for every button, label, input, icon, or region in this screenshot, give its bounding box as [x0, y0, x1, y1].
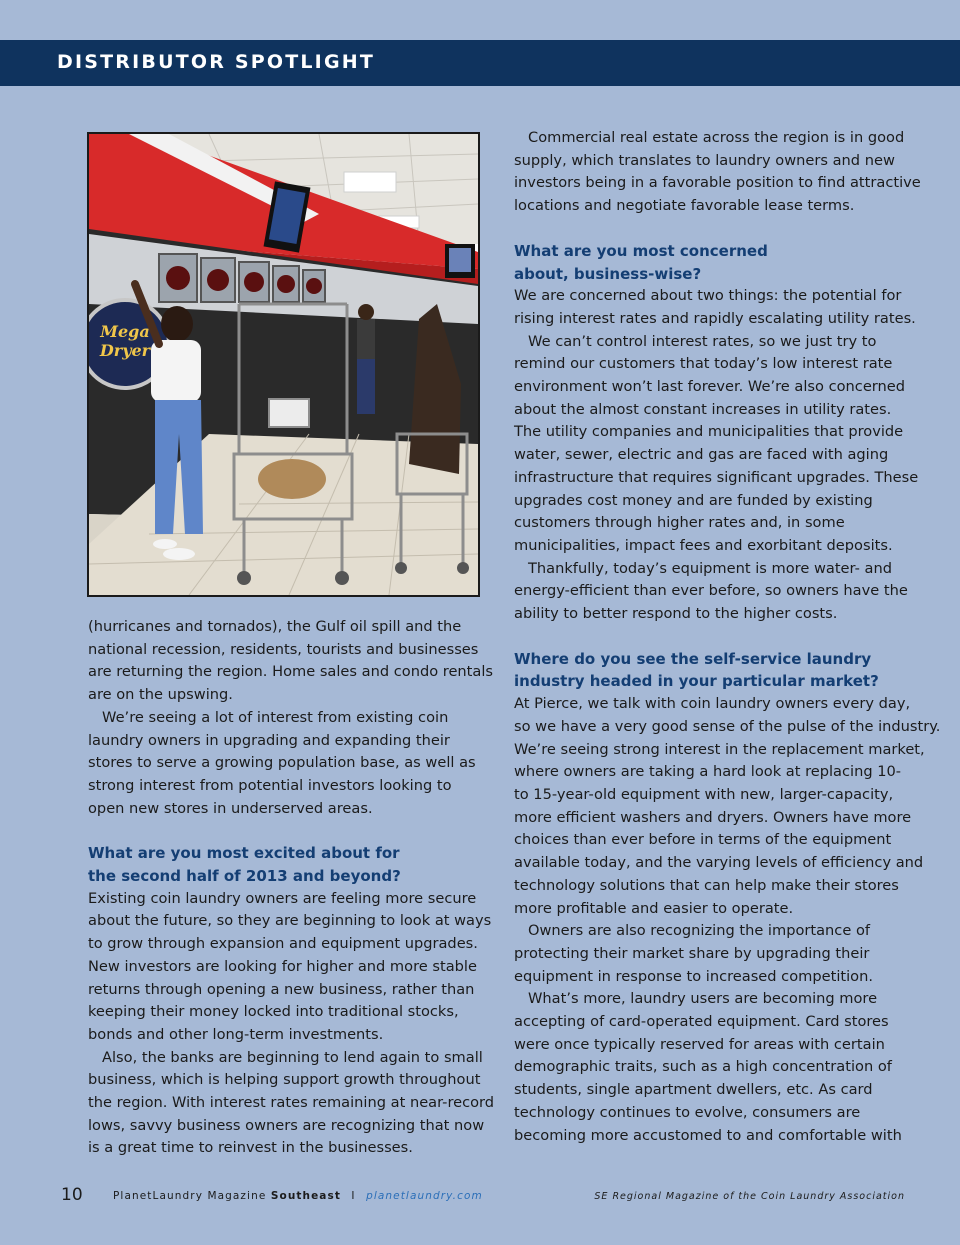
text-line: bonds and other long-term investments.: [88, 1025, 384, 1043]
left-paragraph-3: [88, 888, 492, 1047]
text-line: is a great time to reinvest in the businesses.: [88, 1139, 413, 1157]
text-line: are on the upswing.: [88, 686, 233, 704]
heading-line: about, business-wise?: [514, 264, 702, 283]
text-line: demographic traits, such as a high concentration of: [514, 1058, 892, 1076]
text-line: to grow through expansion and equipment upgrades.: [88, 935, 478, 953]
text-line: laundry owners in upgrading and expanding their: [88, 731, 450, 749]
text-line: We are concerned about two things: the potential for: [514, 287, 902, 305]
text-line: about the future, so they are beginning to look at ways: [88, 912, 492, 930]
section-title: DISTRIBUTOR SPOTLIGHT: [57, 51, 376, 73]
heading-line: industry headed in your particular market?: [514, 672, 879, 691]
footer-tagline: SE Regional Magazine of the Coin Laundry Association: [594, 1191, 905, 1202]
text-line: water, sewer, electric and gas are faced with aging: [514, 446, 889, 464]
text-line: to 15-year-old equipment with new, larger-capacity,: [514, 785, 894, 803]
laundromat-photo: [87, 132, 480, 597]
publication-edition: Southeast: [270, 1190, 341, 1202]
question-heading-excited: [88, 842, 482, 887]
text-line: customers through higher rates and, in some: [514, 514, 845, 532]
text-line: energy-efficient than ever before, so owners have the: [514, 582, 908, 600]
publication-name: PlanetLaundry Magazine: [113, 1190, 267, 1202]
text-line: technology solutions that can help make their stores: [514, 876, 899, 894]
text-line: protecting their market share by upgrading their: [514, 944, 870, 962]
right-paragraph-7: [514, 988, 910, 1147]
text-line: choices than ever before in terms of the equipment: [514, 831, 892, 849]
text-line: more efficient washers and dryers. Owners have more: [514, 808, 912, 826]
text-line: where owners are taking a hard look at replacing 10-: [514, 763, 902, 781]
text-line: open new stores in underserved areas.: [88, 799, 373, 817]
text-line: were once typically reserved for areas with certain: [514, 1035, 885, 1053]
text-line: municipalities, impact fees and exorbitant deposits.: [514, 536, 893, 554]
sign-text: Mega: [100, 322, 150, 341]
text-line: We can’t control interest rates, so we just try to: [528, 332, 877, 350]
text-line: becoming more accustomed to and comfortable with: [514, 1126, 902, 1144]
text-line: so we have a very good sense of the pulse of the industry.: [514, 717, 941, 735]
right-paragraph-5: [514, 693, 941, 920]
text-line: The utility companies and municipalities that provide: [514, 423, 904, 441]
text-line: stores to serve a growing population base, as well as: [88, 754, 476, 772]
text-line: rising interest rates and rapidly escalating utility rates.: [514, 309, 916, 327]
heading-line: Where do you see the self-service laundry: [514, 649, 872, 668]
heading-line: What are you most concerned: [514, 241, 768, 260]
text-line: are returning the region. Home sales and condo rentals: [88, 663, 494, 681]
left-paragraph-4: [88, 1047, 495, 1161]
text-line: infrastructure that requires significant upgrades. These: [514, 468, 919, 486]
text-line: returns through opening a new business, rather than: [88, 980, 475, 998]
text-line: equipment in response to increased competition.: [514, 967, 873, 985]
right-paragraph-1: [514, 127, 921, 218]
left-paragraph-2: [88, 707, 482, 821]
text-line: Commercial real estate across the region is in good: [528, 129, 905, 146]
text-line: Also, the banks are beginning to lend again to small: [102, 1048, 483, 1066]
right-paragraph-4: [514, 558, 910, 626]
text-line: locations and negotiate favorable lease terms.: [514, 197, 855, 215]
text-line: about the almost constant increases in utility rates.: [514, 400, 892, 418]
text-line: We’re seeing strong interest in the replacement market,: [514, 740, 925, 758]
text-line: students, single apartment dwellers, etc. As card: [514, 1081, 873, 1099]
heading-line: What are you most excited about for: [88, 844, 400, 863]
text-line: ability to better respond to the higher costs.: [514, 605, 838, 623]
footer-separator: I: [351, 1190, 356, 1202]
text-line: investors being in a favorable position to find attractive: [514, 174, 921, 192]
text-line: more profitable and easier to operate.: [514, 899, 794, 917]
text-line: What’s more, laundry users are becoming more: [528, 990, 878, 1008]
text-line: available today, and the varying levels of efficiency and: [514, 854, 924, 872]
text-line: supply, which translates to laundry owners and new: [514, 151, 895, 169]
text-line: keeping their money locked into traditional stocks,: [88, 1003, 459, 1021]
page-number: 10: [61, 1185, 83, 1205]
right-paragraph-6: [514, 920, 910, 988]
question-heading-concerned: [514, 240, 910, 285]
right-paragraph-2: [514, 285, 916, 330]
text-line: We’re seeing a lot of interest from existing coin: [102, 708, 449, 726]
website-link[interactable]: planetlaundry.com: [366, 1190, 483, 1202]
text-line: Thankfully, today’s equipment is more water- and: [528, 559, 892, 577]
text-line: Owners are also recognizing the importance of: [528, 922, 871, 940]
text-line: the region. With interest rates remaining at near-record: [88, 1094, 495, 1112]
text-line: lows, savvy business owners are recognizing that now: [88, 1116, 485, 1134]
text-line: strong interest from potential investors looking to: [88, 776, 452, 794]
text-line: remind our customers that today’s low interest rate: [514, 355, 893, 373]
svg-text:Dryer: Dryer: [99, 341, 151, 360]
left-column: [88, 616, 495, 1160]
text-line: upgrades cost money and are funded by existing: [514, 491, 873, 509]
text-line: national recession, residents, tourists and businesses: [88, 640, 479, 658]
text-line: New investors are looking for higher and more stable: [88, 957, 477, 975]
text-line: At Pierce, we talk with coin laundry owners every day,: [514, 695, 911, 713]
question-heading-market: [514, 648, 910, 693]
text-line: (hurricanes and tornados), the Gulf oil spill and the: [88, 618, 462, 635]
text-line: environment won’t last forever. We’re also concerned: [514, 378, 906, 396]
text-line: Existing coin laundry owners are feeling more secure: [88, 889, 477, 907]
right-paragraph-3: [514, 331, 919, 558]
footer-publication: [113, 1189, 483, 1203]
text-line: technology continues to evolve, consumers are: [514, 1103, 861, 1121]
right-column: [514, 127, 941, 1147]
left-paragraph-1: [88, 616, 494, 707]
heading-line: the second half of 2013 and beyond?: [88, 867, 401, 886]
text-line: business, which is helping support growth throughout: [88, 1071, 481, 1089]
text-line: accepting of card-operated equipment. Card stores: [514, 1013, 889, 1031]
